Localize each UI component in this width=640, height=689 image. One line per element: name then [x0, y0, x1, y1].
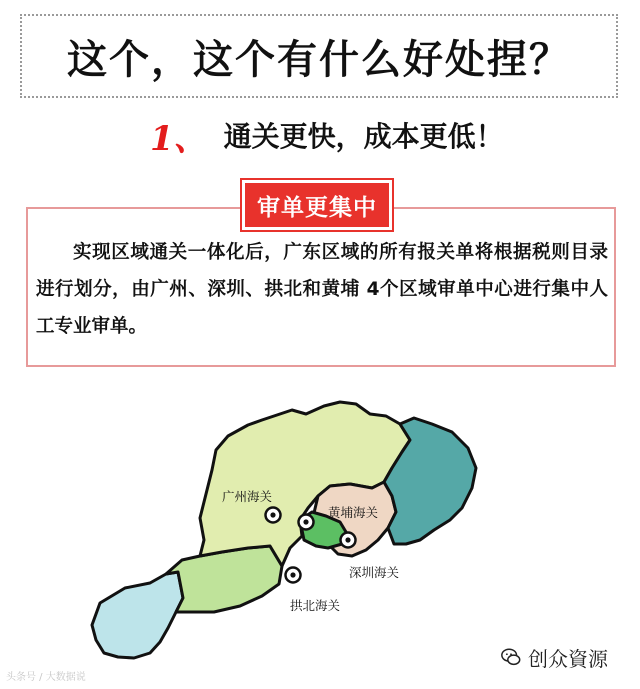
- subtitle-number: 1、: [150, 118, 208, 159]
- marker-huangpu: [299, 515, 314, 530]
- label-guangzhou: 广州海关: [222, 489, 273, 504]
- wechat-icon: [500, 646, 522, 668]
- label-huangpu: 黄埔海关: [328, 505, 379, 520]
- content-paragraph: 实现区域通关一体化后，广东区域的所有报关单将根据税则目录进行划分，由广州、深圳、拱北和黄埔 4个区域审单中心进行集中人工专业审单。: [36, 242, 608, 337]
- title-box: [20, 14, 618, 98]
- watermark-left: 头条号 / 大数据说: [6, 672, 86, 683]
- marker-guangzhou: [266, 508, 281, 523]
- section-badge: 审单更集中: [245, 183, 389, 227]
- watermark-right: [500, 644, 608, 670]
- marker-shenzhen: [341, 533, 356, 548]
- label-shenzhen: 深圳海关: [349, 565, 400, 580]
- map-region-west-mid: [166, 546, 282, 612]
- subtitle: [150, 113, 504, 157]
- label-gongbei: 拱北海关: [290, 598, 341, 613]
- watermark-right-text: 创众資源: [528, 646, 608, 671]
- page-title: 这个，这个有什么好处捏？: [67, 35, 571, 83]
- map-region-west-far: [92, 572, 183, 658]
- subtitle-text: 通关更快，成本更低！: [223, 120, 504, 153]
- marker-gongbei: [286, 568, 301, 583]
